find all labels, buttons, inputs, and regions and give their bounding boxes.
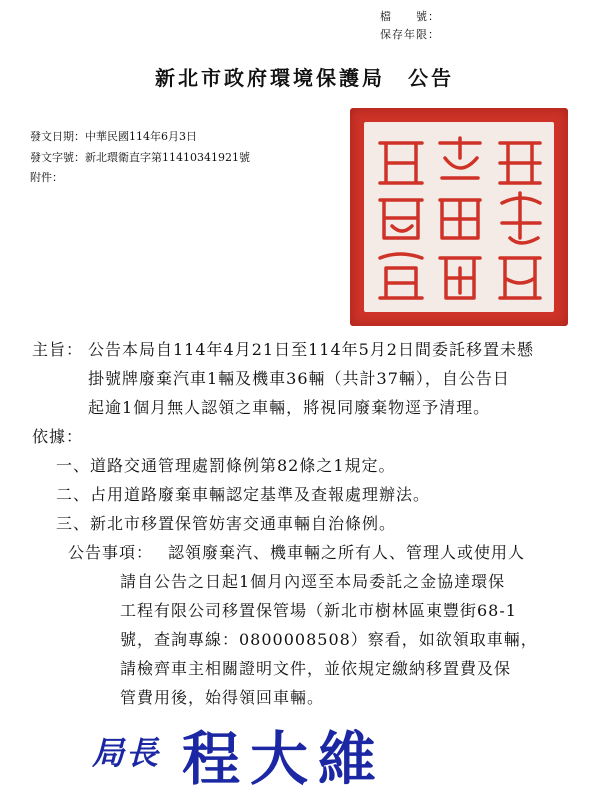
subject-line: 掛號牌廢棄汽車1輛及機車36輛（共計37輛），自公告日 xyxy=(88,369,510,388)
file-number-label: 檔 號： xyxy=(380,10,440,23)
director-signature: 程大維 xyxy=(182,725,387,793)
notice-line: 工程有限公司移置保管場（新北市樹林區東豐街68-1 xyxy=(120,601,517,620)
basis-label: 依據： xyxy=(32,427,84,446)
retention-period-label: 保存年限： xyxy=(380,28,440,41)
notice-line: 請自公告之日起1個月內逕至本局委託之金協達環保 xyxy=(120,572,506,591)
notice-line: 號，查詢專線：0800008508）察看，如欲領取車輛， xyxy=(120,630,538,649)
basis-item: 一、道路交通管理處罰條例第82條之1規定。 xyxy=(56,456,396,475)
basis-item: 二、占用道路廢棄車輛認定基準及查報處理辦法。 xyxy=(56,485,431,504)
document-number-value: 新北環衛直字第11410341921號 xyxy=(85,151,250,164)
notice-line: 管費用後，始得領回車輛。 xyxy=(120,688,325,707)
official-seal xyxy=(350,108,568,326)
notice-label: 公告事項： xyxy=(68,543,154,562)
subject-label: 主旨： xyxy=(32,340,84,359)
issue-date xyxy=(30,128,197,144)
seal-glyphs xyxy=(350,108,568,326)
basis-item: 三、新北市移置保管妨害交通車輛自治條例。 xyxy=(56,514,397,533)
notice-line: 認領廢棄汽、機車輛之所有人、管理人或使用人 xyxy=(168,543,526,562)
issue-date-value: 中華民國114年6月3日 xyxy=(85,130,197,143)
document-number-label: 發文字號： xyxy=(30,151,85,164)
issue-date-label: 發文日期： xyxy=(30,130,85,143)
subject-line: 起逾1個月無人認領之車輛，將視同廢棄物逕予清理。 xyxy=(88,398,491,417)
subject-line: 公告本局自114年4月21日至114年5月2日間委託移置未懸 xyxy=(88,340,534,359)
notice-line: 請檢齊車主相關證明文件，並依規定繳納移置費及保 xyxy=(120,659,512,678)
page-title: 新北市政府環境保護局 公告 xyxy=(155,66,454,90)
attachment-label: 附件： xyxy=(30,171,63,184)
document-number xyxy=(30,149,250,165)
director-title: 局長 xyxy=(92,734,161,772)
